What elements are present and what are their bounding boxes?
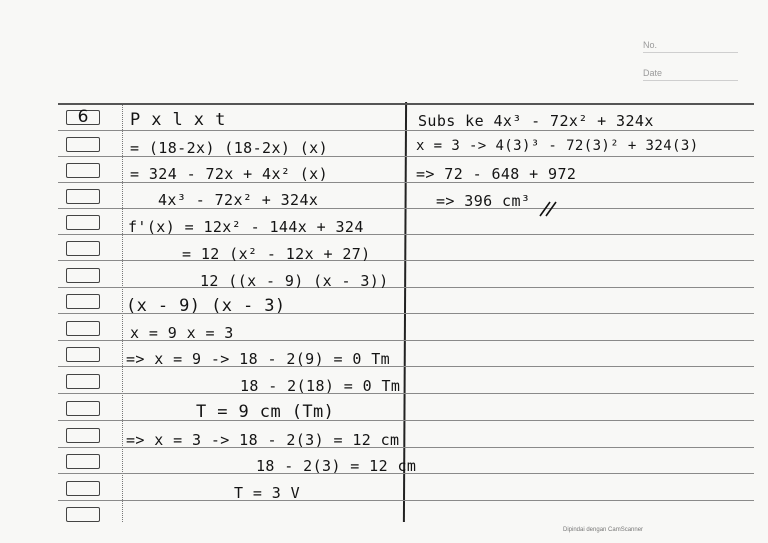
margin-box xyxy=(66,321,100,336)
margin-box xyxy=(66,347,100,362)
ruled-line xyxy=(58,420,754,421)
margin-box xyxy=(66,428,100,443)
work-line: = 12 (x² - 12x + 27) xyxy=(182,245,371,263)
ruled-line xyxy=(58,500,754,501)
margin-box xyxy=(66,507,100,522)
scanner-watermark: Dipindai dengan CamScanner xyxy=(563,527,644,533)
margin-box xyxy=(66,374,100,389)
date-line xyxy=(643,80,738,81)
work-line: (x - 9) (x - 3) xyxy=(126,296,286,316)
work-line: => x = 3 -> 18 - 2(3) = 12 cm xyxy=(126,431,400,449)
date-label: Date xyxy=(643,68,663,78)
work-line: x = 9 x = 3 xyxy=(130,324,234,342)
ruled-line xyxy=(58,130,754,131)
work-line: x = 3 -> 4(3)³ - 72(3)² + 324(3) xyxy=(416,138,699,154)
margin-box xyxy=(66,163,100,178)
ruled-line xyxy=(58,260,754,261)
work-line: = (18-2x) (18-2x) (x) xyxy=(130,139,329,157)
work-line: => 396 cm³ xyxy=(436,192,531,210)
margin-box xyxy=(66,481,100,496)
work-line: => 72 - 648 + 972 xyxy=(416,165,577,183)
answer-mark-icon xyxy=(536,198,560,218)
work-line: => x = 9 -> 18 - 2(9) = 0 Tm xyxy=(126,350,391,368)
no-label: No. xyxy=(643,40,658,50)
ruled-line xyxy=(58,393,754,394)
margin-box xyxy=(66,268,100,283)
margin-box xyxy=(66,241,100,256)
margin-box xyxy=(66,189,100,204)
margin-box xyxy=(66,294,100,309)
margin-box xyxy=(66,401,100,416)
work-line: T = 9 cm (Tm) xyxy=(196,402,335,422)
work-line: = 324 - 72x + 4x² (x) xyxy=(130,165,329,183)
work-line: 4x³ - 72x² + 324x xyxy=(158,191,319,209)
margin-box xyxy=(66,137,100,152)
work-line: Subs ke 4x³ - 72x² + 324x xyxy=(418,112,654,130)
ruled-line xyxy=(58,103,754,105)
work-line: 18 - 2(3) = 12 cm xyxy=(256,457,417,475)
problem-number-box: 6 xyxy=(66,110,100,125)
work-line: T = 3 V xyxy=(234,484,301,502)
work-line: P x l x t xyxy=(130,110,226,130)
ruled-line xyxy=(58,287,754,288)
margin-box xyxy=(66,454,100,469)
work-line: f'(x) = 12x² - 144x + 324 xyxy=(128,218,364,236)
margin-box xyxy=(66,215,100,230)
work-line: 12 ((x - 9) (x - 3)) xyxy=(200,272,389,290)
work-line: 18 - 2(18) = 0 Tm xyxy=(240,377,401,395)
no-line xyxy=(643,52,738,53)
